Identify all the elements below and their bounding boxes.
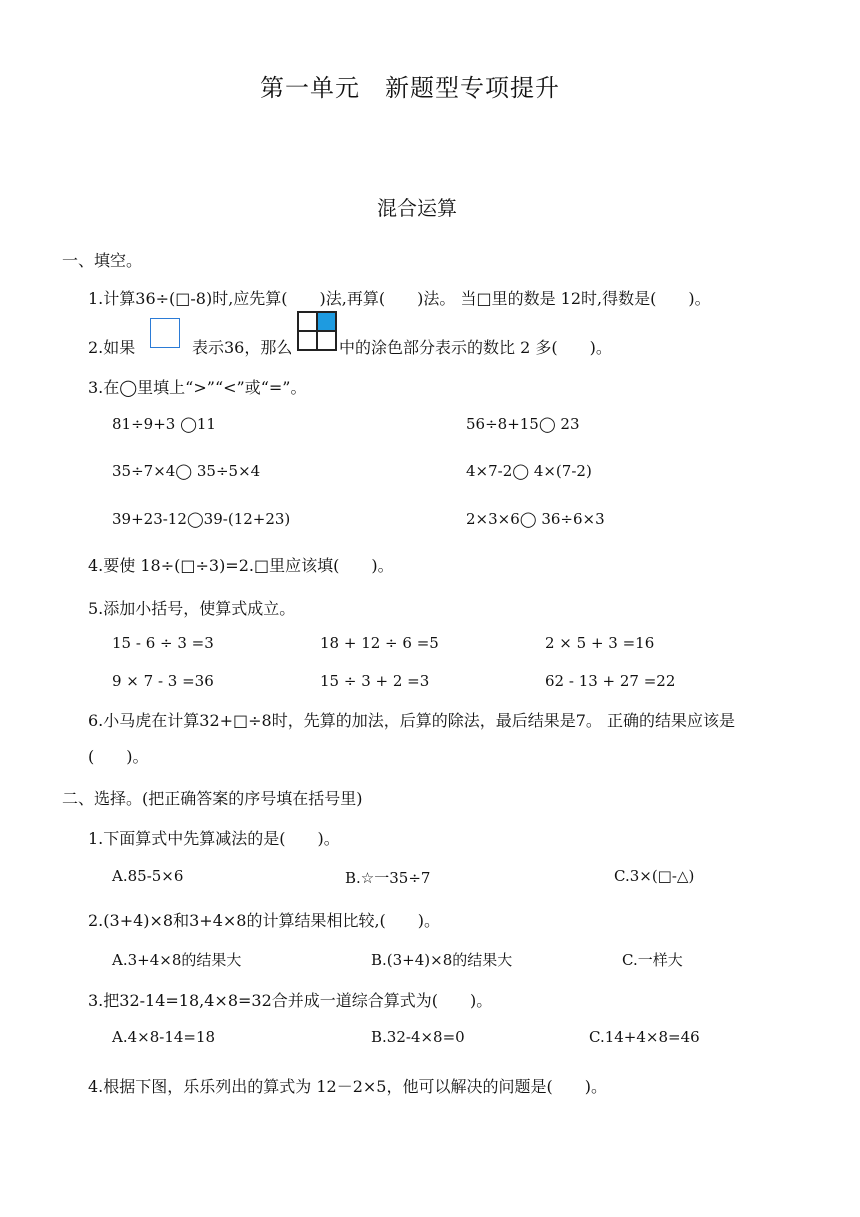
option-b: B.☆一35÷7 [345, 869, 431, 887]
option-a: A.85-5×6 [112, 867, 184, 885]
compare-item: 56÷8+15◯ 23 [466, 415, 580, 433]
bracket-item: 62 - 13 + 27 =22 [545, 672, 676, 690]
question-1-6-line1: 6.小马虎在计算32+□÷8时，先算的加法，后算的除法，最后结果是7。 正确的结果应该是 [88, 711, 736, 730]
shaded-grid-icon [297, 311, 337, 351]
bracket-item: 15 ÷ 3 + 2 =3 [320, 672, 430, 690]
question-1-3-prompt: 3.在◯里填上“>”“<”或“=”。 [88, 378, 307, 397]
blank-square-icon [150, 318, 180, 348]
option-a: A.3+4×8的结果大 [112, 951, 242, 969]
question-2-3: 3.把32-14=18,4×8=32合并成一道综合算式为( )。 [88, 991, 493, 1010]
question-1-4: 4.要使 18÷(□÷3)=2.□里应该填( )。 [88, 556, 394, 575]
section-subtitle: 混合运算 [377, 196, 457, 220]
option-b: B.(3+4)×8的结果大 [371, 951, 513, 969]
bracket-item: 2 × 5 + 3 =16 [545, 634, 655, 652]
grid-cell [298, 312, 317, 331]
question-2-4: 4.根据下图，乐乐列出的算式为 12－2×5，他可以解决的问题是( )。 [88, 1077, 607, 1096]
part2-heading: 二、选择。(把正确答案的序号填在括号里) [62, 789, 363, 808]
bracket-item: 18 + 12 ÷ 6 =5 [320, 634, 439, 652]
option-c: C.14+4×8=46 [589, 1028, 700, 1046]
question-1-6-line2: ( )。 [88, 747, 149, 766]
bracket-item: 9 × 7 - 3 =36 [112, 672, 214, 690]
question-2-1: 1.下面算式中先算减法的是( )。 [88, 829, 340, 848]
compare-item: 4×7-2◯ 4×(7-2) [466, 462, 592, 480]
page-title: 第一单元 新题型专项提升 [260, 74, 560, 102]
option-c: C.一样大 [622, 951, 683, 969]
option-c: C.3×(□-△) [614, 867, 695, 885]
grid-cell [317, 331, 336, 350]
q2-prefix: 2.如果 [88, 338, 136, 357]
part1-heading: 一、填空。 [62, 251, 143, 270]
question-1-5-prompt: 5.添加小括号，使算式成立。 [88, 599, 296, 618]
compare-item: 35÷7×4◯ 35÷5×4 [112, 462, 261, 480]
compare-item: 39+23-12◯39-(12+23) [112, 510, 291, 528]
option-b: B.32-4×8=0 [371, 1028, 465, 1046]
question-1-1: 1.计算36÷(□-8)时,应先算( )法,再算( )法。 当□里的数是 12时,得数是( )。 [88, 289, 711, 308]
question-2-2: 2.(3+4)×8和3+4×8的计算结果相比较,( )。 [88, 911, 441, 930]
q2-middle: 表示36，那么 [192, 338, 293, 357]
compare-item: 2×3×6◯ 36÷6×3 [466, 510, 605, 528]
q2-suffix: 中的涂色部分表示的数比 2 多( )。 [339, 338, 612, 357]
grid-cell-shaded [317, 312, 336, 331]
option-a: A.4×8-14=18 [112, 1028, 216, 1046]
compare-item: 81÷9+3 ◯11 [112, 415, 216, 433]
bracket-item: 15 - 6 ÷ 3 =3 [112, 634, 214, 652]
grid-cell [298, 331, 317, 350]
